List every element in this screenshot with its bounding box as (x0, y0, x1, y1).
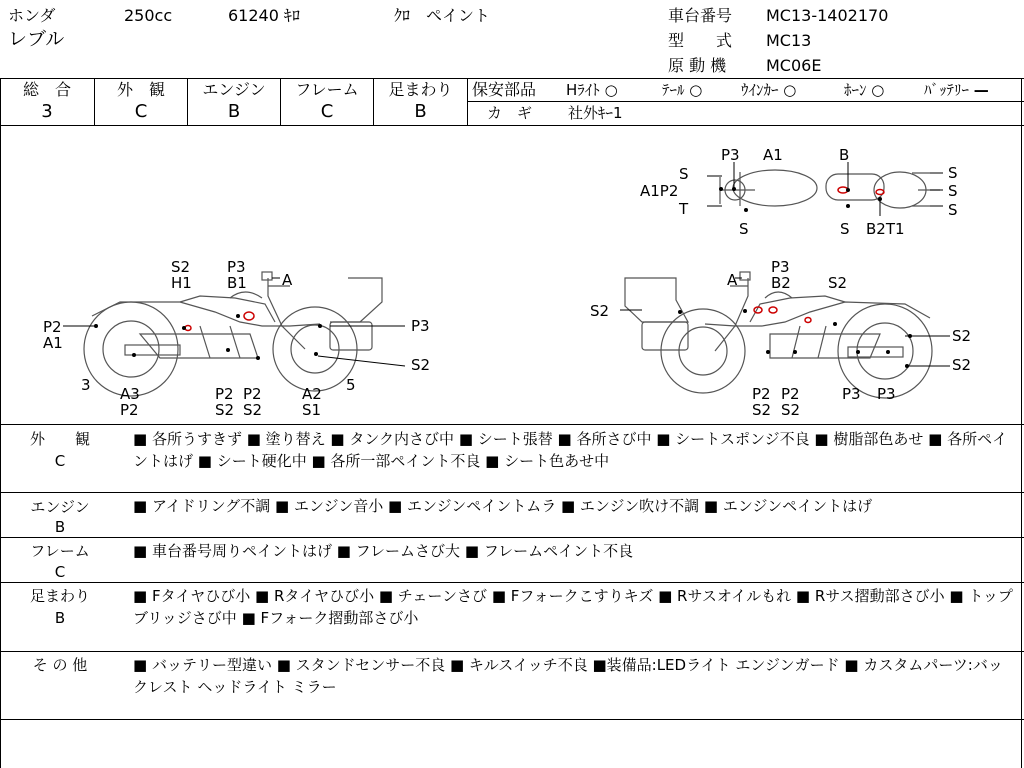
label-a1: A1 (763, 146, 783, 164)
exterior-grade: C (134, 101, 148, 122)
suspension-grade: B (414, 101, 427, 122)
frame-grade: C (320, 101, 334, 122)
frame-grade-label: フレーム (295, 80, 359, 99)
label-a: A (282, 271, 293, 289)
section-grade: C (54, 563, 66, 581)
section-text: ■ アイドリング不調 ■ エンジン音小 ■ エンジンペイントムラ ■ エンジン吹け不調 ■ エンジンペイントはげ (133, 497, 873, 515)
section-grade: B (54, 518, 66, 536)
label-p2: P2 (752, 385, 771, 403)
label-3: 3 (81, 376, 91, 394)
label-t: T (679, 200, 689, 218)
label-p3: P3 (721, 146, 740, 164)
label-b2: B2 (771, 274, 791, 292)
damage-mark (244, 312, 254, 320)
engine-grade-label: エンジン (202, 80, 266, 99)
label-s2: S2 (781, 401, 801, 419)
label-s1: S1 (302, 401, 322, 419)
safety-item-status: ○ (871, 81, 885, 99)
safety-item-name: ﾎｰﾝ (844, 81, 867, 99)
divider (0, 537, 1024, 538)
section-label: 足まわり (29, 587, 90, 605)
safety-item (924, 81, 989, 100)
section-label: そ の 他 (32, 656, 88, 674)
label-5: 5 (346, 376, 356, 394)
safety-item-status: ○ (604, 81, 618, 99)
section-grade: B (54, 609, 66, 627)
divider (0, 582, 1024, 583)
section-label: エンジン (30, 498, 90, 516)
label-s: S (948, 201, 958, 219)
label-s: S (739, 220, 749, 238)
label-a1: A1 (43, 334, 63, 352)
label-p3: P3 (842, 385, 861, 403)
label-s2: S2 (952, 356, 972, 374)
safety-label: 保安部品 (472, 80, 537, 99)
section-label: フレーム (30, 542, 90, 560)
safety-item (844, 81, 884, 100)
leader-lines (63, 162, 950, 366)
divider (467, 101, 1024, 102)
label-a1p2: A1P2 (640, 182, 679, 200)
engine-value: MC06E (766, 56, 822, 75)
label-s2: S2 (215, 401, 235, 419)
label-p2: P2 (781, 385, 800, 403)
label-a3: A3 (120, 385, 140, 403)
safety-item-status: — (973, 81, 989, 99)
displacement: 250cc (124, 6, 173, 25)
type-value: MC13 (766, 31, 812, 50)
label-s: S (679, 165, 689, 183)
safety-item-headlight (566, 81, 634, 100)
safety-item-name: ﾃｰﾙ (662, 81, 685, 99)
frame-number-label: 車台番号 (668, 6, 733, 25)
damage-mark (769, 307, 777, 313)
label-a2: A2 (302, 385, 322, 403)
section-text: ■ 車台番号周りペイントはげ ■ フレームさび大 ■ フレームペイント不良 (133, 542, 634, 560)
overall-grade: 3 (41, 101, 53, 122)
label-s: S (948, 182, 958, 200)
engine-label: 原 動 機 (668, 56, 727, 75)
label-p2: P2 (243, 385, 262, 403)
label-s2: S2 (752, 401, 772, 419)
label-p3: P3 (771, 258, 790, 276)
model-name: レブル (8, 28, 65, 50)
section-text: ■ Fタイヤひび小 ■ Rタイヤひび小 ■ チェーンさび ■ Fフォークこすりキズ ■ Rサスオイルもれ ■ Rサス摺動部さび小 ■ トップブリッジさび中 ■ Fフォーク摺動部さび小 (133, 587, 1013, 627)
safety-item-status: ○ (689, 81, 703, 99)
divider (467, 78, 468, 125)
top-view-bike (720, 170, 940, 208)
label-p2: P2 (120, 401, 139, 419)
label-s2: S2 (411, 356, 431, 374)
label-s2: S2 (952, 327, 972, 345)
safety-item-name: ｳｲﾝｶｰ (741, 81, 779, 99)
exterior-label: 外 観 (116, 80, 165, 99)
section-text: ■ 各所うすきず ■ 塗り替え ■ タンク内さび中 ■ シート張替 ■ 各所さび中 ■ シートスポンジ不良 ■ 樹脂部色あせ ■ 各所ペイントはげ ■ シート硬化中 ■ 各所一部ペイント不良 ■ シート色あせ中 (133, 430, 1008, 470)
type-label: 型 式 (668, 31, 733, 50)
label-b: B (839, 146, 850, 164)
key-value: 社外ｷｰ1 (568, 104, 623, 122)
label-s2: S2 (590, 302, 610, 320)
label-p3: P3 (877, 385, 896, 403)
color: ｸﾛ ペイント (394, 6, 491, 25)
label-s: S (840, 220, 850, 238)
overall-label: 総 合 (22, 80, 71, 99)
safety-item (566, 81, 634, 100)
damage-mark (805, 318, 811, 323)
section-grade: C (54, 452, 66, 470)
damage-diagram (0, 126, 1024, 424)
label-p3: P3 (227, 258, 246, 276)
suspension-grade-label: 足まわり (388, 80, 453, 99)
key-label: カ ギ (487, 104, 533, 122)
divider (0, 492, 1024, 493)
safety-item (741, 81, 796, 100)
maker: ホンダ (8, 6, 56, 25)
section-label: 外 観 (29, 430, 90, 448)
frame-number: MC13-1402170 (766, 6, 889, 25)
label-p2: P2 (43, 318, 62, 336)
label-s2: S2 (243, 401, 263, 419)
label-h1: H1 (171, 274, 192, 292)
safety-item-name: ﾊﾞｯﾃﾘｰ (924, 81, 970, 99)
label-s2: S2 (171, 258, 191, 276)
divider (0, 719, 1024, 720)
safety-item (662, 81, 702, 100)
label-s: S (948, 164, 958, 182)
label-a: A (727, 271, 738, 289)
label-b2t1: B2T1 (866, 220, 905, 238)
engine-grade: B (227, 101, 241, 122)
safety-item-status: ○ (783, 81, 797, 99)
divider (0, 78, 1024, 79)
divider (0, 424, 1024, 425)
divider (0, 651, 1024, 652)
mileage: 61240 ｷﾛ (228, 6, 300, 25)
label-s2: S2 (828, 274, 848, 292)
label-p3: P3 (411, 317, 430, 335)
label-p2: P2 (215, 385, 234, 403)
section-text: ■ バッテリー型違い ■ スタンドセンサー不良 ■ キルスイッチ不良 ■装備品:LEDライト エンジンガード ■ カスタムパーツ:バックレスト ヘッドライト ミラー (133, 656, 1003, 696)
safety-item-name: Hﾗｲﾄ (566, 81, 600, 99)
label-b1: B1 (227, 274, 247, 292)
